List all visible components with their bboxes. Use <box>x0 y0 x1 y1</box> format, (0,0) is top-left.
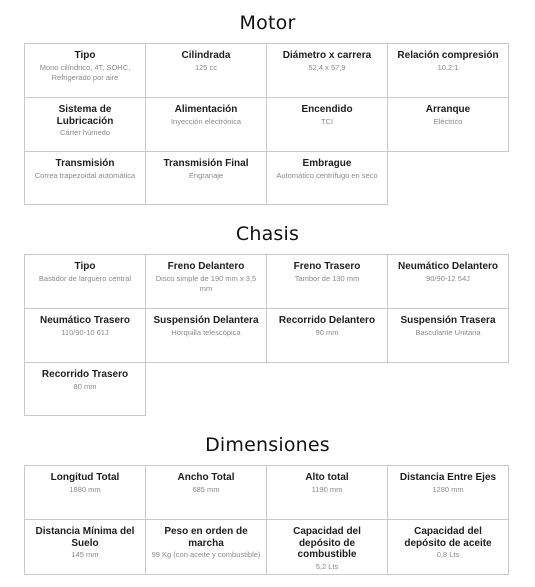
spec-label: Peso en orden de marcha <box>164 526 248 549</box>
section-title-dimensiones: Dimensiones <box>205 434 330 456</box>
spec-value: 52,4 x 57,9 <box>308 62 346 72</box>
spec-value: Disco simple de 190 mm x 3,5 mm <box>155 273 257 293</box>
spec-label: Tipo <box>74 50 96 61</box>
spec-cell <box>266 43 388 98</box>
spec-label: Cilindrada <box>181 50 231 61</box>
spec-label: Alimentación <box>174 104 238 115</box>
spec-cell <box>387 97 509 152</box>
spec-cell <box>145 43 267 98</box>
spec-label: Distancia Mínima del Suelo <box>35 526 135 549</box>
spec-cell <box>145 308 267 363</box>
spec-value: 145 mm <box>71 550 99 559</box>
spec-value: 99 Kg (con aceite y combustible) <box>151 550 261 559</box>
spec-label: Transmisión Final <box>163 158 249 169</box>
spec-cell <box>24 519 146 575</box>
spec-value: Inyección electrónica <box>170 116 242 126</box>
spec-cell <box>145 465 267 520</box>
spec-cell <box>24 465 146 520</box>
spec-label: Suspensión Trasera <box>400 315 496 326</box>
spec-cell <box>145 254 267 309</box>
spec-label: Freno Trasero <box>293 261 361 272</box>
spec-label: Transmisión <box>55 158 115 169</box>
spec-label: Arranque <box>425 104 471 115</box>
spec-label: Diámetro x carrera <box>282 50 372 61</box>
spec-value: 1280 mm <box>432 484 464 494</box>
spec-label: Encendido <box>301 104 353 115</box>
spec-value: 80 mm <box>73 381 97 391</box>
spec-cell <box>266 519 388 575</box>
spec-value: 1880 mm <box>69 484 101 494</box>
spec-cell <box>145 519 267 575</box>
spec-label: Longitud Total <box>50 472 120 483</box>
spec-cell <box>24 151 146 205</box>
spec-cell <box>266 308 388 363</box>
spec-value: 90 mm <box>315 327 339 337</box>
spec-value: Tambor de 130 mm <box>294 273 360 283</box>
spec-cell <box>24 254 146 309</box>
spec-value: TCI <box>320 116 334 126</box>
spec-label: Ancho Total <box>177 472 235 483</box>
spec-cell <box>387 519 509 575</box>
spec-cell <box>387 254 509 309</box>
spec-label: Alto total <box>305 472 349 483</box>
spec-label: Neumático Trasero <box>39 315 131 326</box>
spec-cell <box>266 97 388 152</box>
spec-value: 685 mm <box>192 484 220 494</box>
spec-cell <box>387 308 509 363</box>
spec-value: Basculante Unitaria <box>415 327 481 337</box>
spec-value: Engranaje <box>188 170 224 180</box>
spec-label: Neumático Delantero <box>397 261 499 272</box>
spec-cell <box>145 151 267 205</box>
spec-value: 10.2:1 <box>437 62 459 72</box>
spec-cell <box>24 43 146 98</box>
spec-value: Mono cilíndrico, 4T, SOHC, Refrigerado por aire <box>39 62 131 82</box>
spec-cell <box>24 308 146 363</box>
spec-value: 110/90-10 61J <box>61 327 109 337</box>
spec-label: Distancia Entre Ejes <box>399 472 497 483</box>
section-title-chasis: Chasis <box>235 223 300 245</box>
spec-value: 5,2 Lts <box>315 561 339 571</box>
spec-cell <box>24 362 146 416</box>
spec-cell <box>387 43 509 98</box>
spec-label: Suspensión Delantera <box>153 315 259 326</box>
spec-label: Recorrido Delantero <box>278 315 376 326</box>
spec-label: Freno Delantero <box>167 261 245 272</box>
spec-value: 1190 mm <box>311 484 343 494</box>
spec-label: Relación compresión <box>397 50 499 61</box>
spec-value: Horquilla telescópica <box>171 327 241 337</box>
spec-value: Eléctrico <box>433 116 463 126</box>
spec-value: 125 cc <box>194 62 218 72</box>
spec-cell <box>145 97 267 152</box>
spec-value: Correa trapezoidal automática <box>34 170 136 180</box>
spec-label: Recorrido Trasero <box>41 369 129 380</box>
spec-cell <box>24 97 146 152</box>
spec-cell <box>387 465 509 520</box>
spec-value: Automático centrífugo en seco <box>276 170 378 180</box>
spec-label: Capacidad del depósito de combustible <box>293 526 361 560</box>
spec-label: Tipo <box>74 261 96 272</box>
spec-label: Sistema de Lubricación <box>56 104 114 127</box>
spec-value: Bastidor de larguero central <box>38 273 132 283</box>
spec-label: Capacidad del depósito de aceite <box>404 526 492 549</box>
section-title-motor: Motor <box>239 12 296 34</box>
spec-value: Cárter húmedo <box>59 128 111 137</box>
spec-cell <box>266 151 388 205</box>
spec-label: Embrague <box>302 158 352 169</box>
spec-cell <box>266 465 388 520</box>
spec-value: 0,8 Lts <box>436 550 460 559</box>
spec-value: 90/90-12 54J <box>426 273 470 283</box>
spec-cell <box>266 254 388 309</box>
